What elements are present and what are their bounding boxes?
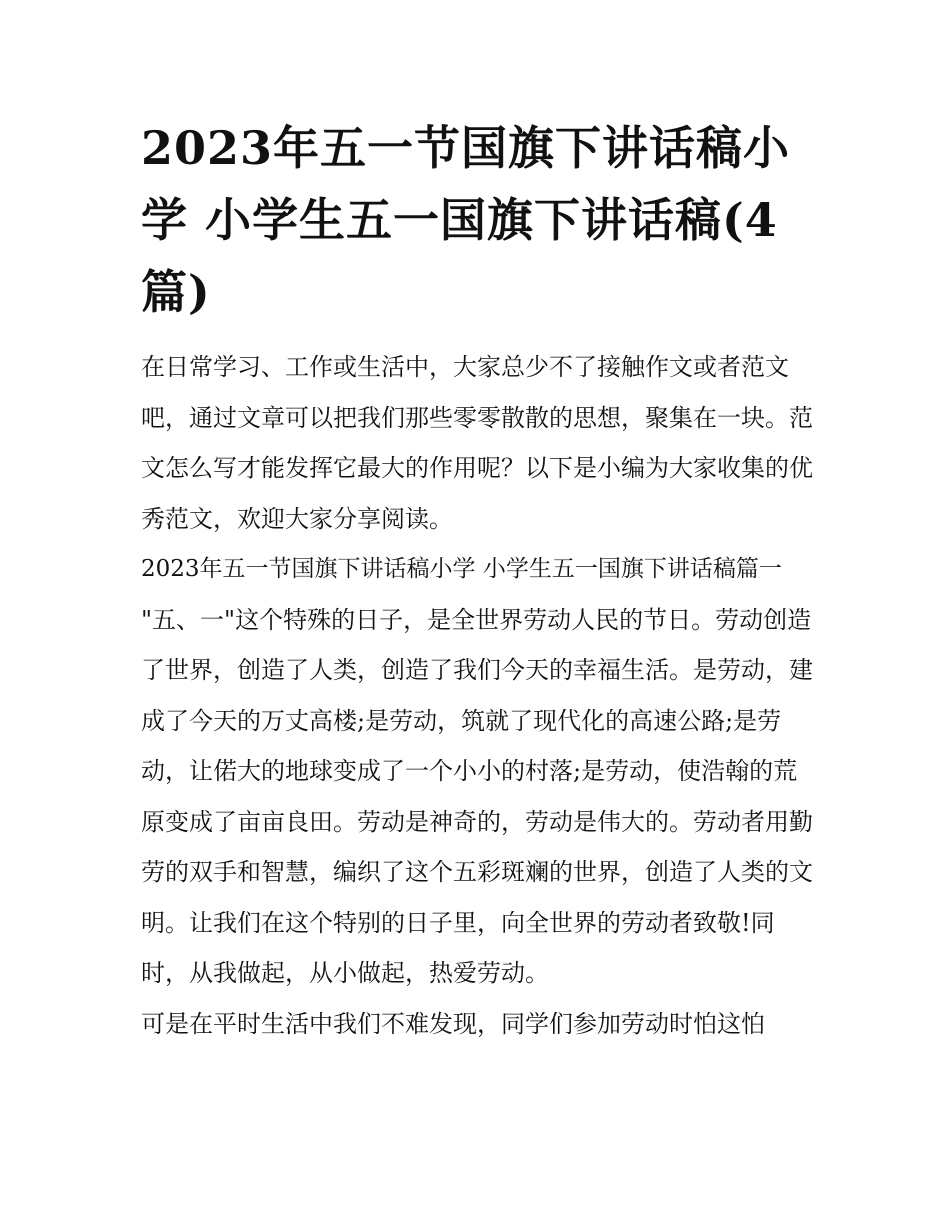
document-title: 2023年五一节国旗下讲话稿小学 小学生五一国旗下讲话稿(4篇) xyxy=(141,121,791,319)
section-heading: 2023年五一节国旗下讲话稿小学 小学生五一国旗下讲话稿篇一 xyxy=(141,556,782,582)
body-paragraph-2: 可是在平时生活中我们不难发现，同学们参加劳动时怕这怕 xyxy=(141,1009,765,1038)
body-paragraph-1: "五、一"这个特殊的日子，是全世界劳动人民的节日。劳动创造了世界，创造了人类，创造了我们今天的幸福生活。是劳动，建成了今天的万丈高楼;是劳动，筑就了现代化的高速公路;是劳动，让偌大的地球变成了一个小小的村落;是劳动，使浩翰的荒原变成了亩亩良田。劳动是神奇的，劳动是伟大的。劳动者用勤劳的双手和智慧，编织了这个五彩斑斓的世界，创造了人类的文明。让我们在这个特别的日子里，向全世界的劳动者致敬!同时，从我做起，从小做起，热爱劳动。 xyxy=(141,605,813,987)
document-content xyxy=(141,112,816,1049)
intro-paragraph: 在日常学习、工作或生活中，大家总少不了接触作文或者范文吧，通过文章可以把我们那些零零散散的思想，聚集在一块。范文怎么写才能发挥它最大的作用呢？以下是小编为大家收集的优秀范文，欢迎大家分享阅读。 xyxy=(141,353,813,533)
